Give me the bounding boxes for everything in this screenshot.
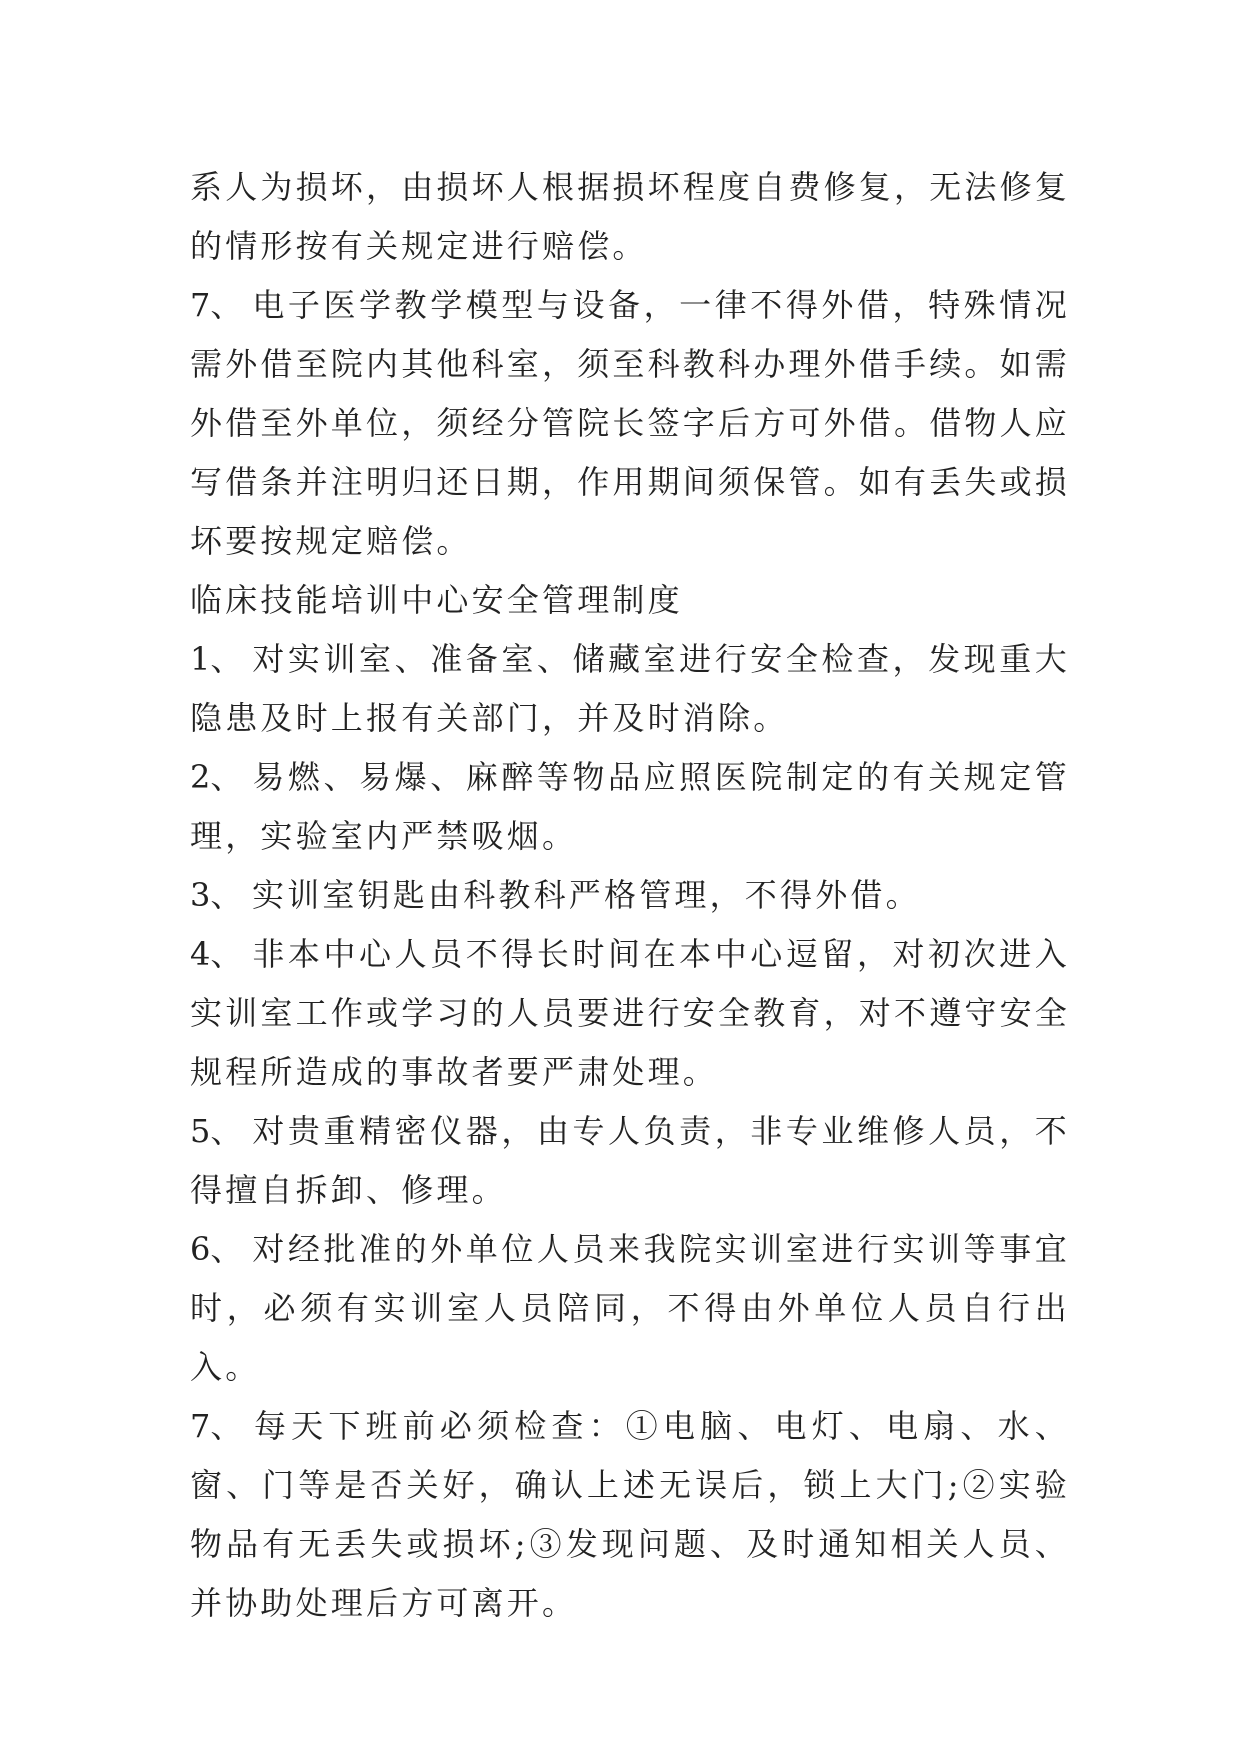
paragraph-text: 对贵重精密仪器，由专人负责，非专业维修人员，不得擅自拆卸、修理。 xyxy=(190,1112,1070,1209)
paragraph-text: 实训室钥匙由科教科严格管理，不得外借。 xyxy=(252,876,921,914)
paragraph-number: 6、 xyxy=(190,1230,243,1268)
paragraph-item-2 xyxy=(190,748,1070,866)
paragraph-text: 每天下班前必须检查：①电脑、电灯、电扇、水、窗、门等是否关好，确认上述无误后，锁上大门;②实验物品有无丢失或损坏;③发现问题、及时通知相关人员、并协助处理后方可离开。 xyxy=(190,1407,1070,1622)
paragraph-text: 系人为损坏，由损坏人根据损坏程度自费修复，无法修复的情形按有关规定进行赔偿。 xyxy=(190,168,1071,265)
paragraph-number: 7、 xyxy=(190,286,243,324)
paragraph-text: 电子医学教学模型与设备，一律不得外借，特殊情况需外借至院内其他科室，须至科教科办理外借手续。如需外借至外单位，须经分管院长签字后方可外借。借物人应写借条并注明归还日期，作用期间须保管。如有丢失或损坏要按规定赔偿。 xyxy=(190,286,1071,560)
paragraph-item-3 xyxy=(190,866,1070,925)
document-body xyxy=(190,158,1070,1633)
paragraph-text: 易燃、易爆、麻醉等物品应照医院制定的有关规定管理，实验室内严禁吸烟。 xyxy=(190,758,1070,855)
paragraph-number: 5、 xyxy=(190,1112,243,1150)
paragraph-text: 非本中心人员不得长时间在本中心逗留，对初次进入实训室工作或学习的人员要进行安全教育，对不遵守安全规程所造成的事故者要严肃处理。 xyxy=(190,935,1071,1091)
paragraph-item-6 xyxy=(190,1220,1070,1397)
paragraph-text: 对经批准的外单位人员来我院实训室进行实训等事宜时，必须有实训室人员陪同，不得由外单位人员自行出入。 xyxy=(190,1230,1070,1386)
section-heading-text: 临床技能培训中心安全管理制度 xyxy=(190,581,683,619)
paragraph-item-7-equipment xyxy=(190,276,1070,571)
paragraph-text: 对实训室、准备室、储藏室进行安全检查，发现重大隐患及时上报有关部门，并及时消除。 xyxy=(190,640,1070,737)
paragraph-item-4 xyxy=(190,925,1070,1102)
paragraph-number: 2、 xyxy=(190,758,243,796)
paragraph-number: 4、 xyxy=(190,935,243,973)
paragraph-item-5 xyxy=(190,1102,1070,1220)
section-heading xyxy=(190,571,1070,630)
paragraph-number: 1、 xyxy=(190,640,243,678)
paragraph-continuation xyxy=(190,158,1070,276)
paragraph-item-7-daily-check xyxy=(190,1397,1070,1633)
paragraph-item-1 xyxy=(190,630,1070,748)
paragraph-number: 7、 xyxy=(190,1407,243,1445)
paragraph-number: 3、 xyxy=(190,876,243,914)
